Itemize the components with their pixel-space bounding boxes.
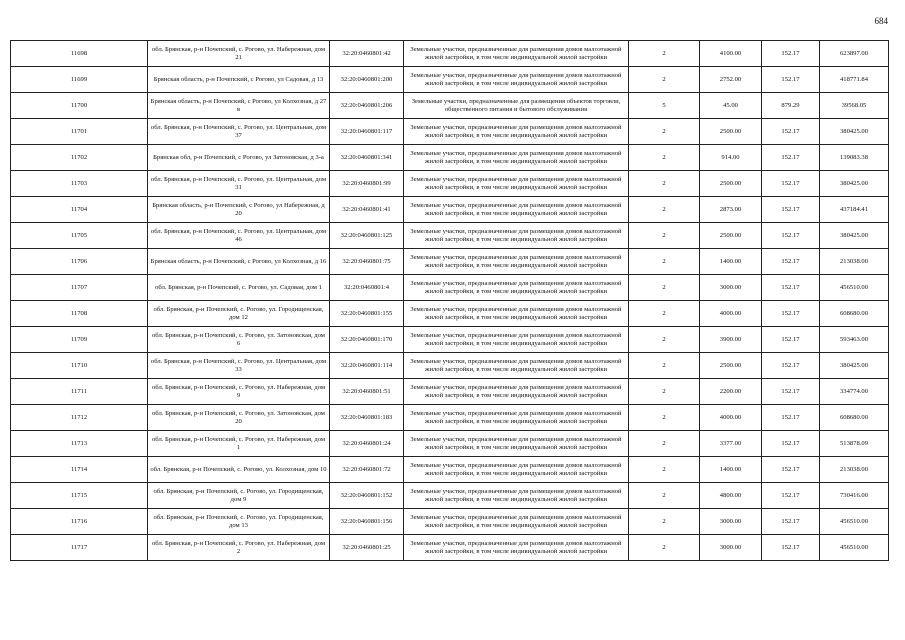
unit-value-cell: 152.17 [762,171,820,197]
cadastral-number-cell: 32:20:0460801:152 [330,483,404,509]
use-group-cell: 5 [629,93,700,119]
use-group-cell: 2 [629,353,700,379]
unit-value-cell: 152.17 [762,353,820,379]
unit-value-cell: 152.17 [762,145,820,171]
land-use-cell: Земельные участки, предназначенные для размещения объектов торговли, общественного питания и бытового обслуживания [404,93,629,119]
area-cell: 4100.00 [700,41,762,67]
use-group-cell: 2 [629,249,700,275]
cadastral-number-cell: 32:20:0460801:155 [330,301,404,327]
use-group-cell: 2 [629,509,700,535]
use-group-cell: 2 [629,457,700,483]
cadastral-number-cell: 32:20:0460801:183 [330,405,404,431]
cadastral-value-cell: 456510.00 [820,535,889,561]
cadastral-value-cell: 213038.00 [820,457,889,483]
unit-value-cell: 152.17 [762,249,820,275]
use-group-cell: 2 [629,223,700,249]
row-number-cell: 11717 [11,535,148,561]
land-use-cell: Земельные участки, предназначенные для размещения домов малоэтажной жилой застройки, в том числе индивидуальной жилой застройки [404,67,629,93]
cadastral-value-cell: 380425.00 [820,171,889,197]
row-number-cell: 11705 [11,223,148,249]
area-cell: 4800.00 [700,483,762,509]
land-use-cell: Земельные участки, предназначенные для размещения домов малоэтажной жилой застройки, в том числе индивидуальной жилой застройки [404,41,629,67]
cadastral-value-cell: 593463.00 [820,327,889,353]
table-row [11,197,889,223]
row-number-cell: 11715 [11,483,148,509]
unit-value-cell: 152.17 [762,431,820,457]
land-use-cell: Земельные участки, предназначенные для размещения домов малоэтажной жилой застройки, в том числе индивидуальной жилой застройки [404,223,629,249]
table-row [11,535,889,561]
land-use-cell: Земельные участки, предназначенные для размещения домов малоэтажной жилой застройки, в том числе индивидуальной жилой застройки [404,353,629,379]
cadastral-number-cell: 32:20:0460801:117 [330,119,404,145]
area-cell: 1400.00 [700,457,762,483]
area-cell: 914.00 [700,145,762,171]
row-number-cell: 11714 [11,457,148,483]
table-row [11,405,889,431]
area-cell: 2500.00 [700,171,762,197]
table-row [11,431,889,457]
cadastral-value-cell: 513878.09 [820,431,889,457]
row-number-cell: 11707 [11,275,148,301]
area-cell: 2873.00 [700,197,762,223]
row-number-cell: 11709 [11,327,148,353]
cadastral-number-cell: 32:20:0460801:200 [330,67,404,93]
unit-value-cell: 152.17 [762,327,820,353]
address-cell: обл. Брянская, р-н Почепский, с. Рогово, ул. Городищенская, дом 12 [148,301,330,327]
cadastral-number-cell: 32:20:0460801:25 [330,535,404,561]
use-group-cell: 2 [629,301,700,327]
address-cell: Брянская область, р-н Почепский, с Рогово, ул Набережная, д 20 [148,197,330,223]
cadastral-number-cell: 32:20:0460801:41 [330,197,404,223]
address-cell: обл. Брянская, р-н Почепский, с. Рогово, ул. Колхозная, дом 10 [148,457,330,483]
unit-value-cell: 152.17 [762,483,820,509]
page-number: 684 [874,16,888,26]
unit-value-cell: 152.17 [762,275,820,301]
address-cell: обл. Брянская, р-н Почепский, с. Рогово, ул. Затоновская, дом 20 [148,405,330,431]
row-number-cell: 11704 [11,197,148,223]
address-cell: обл. Брянская, р-н Почепский, с. Рогово, ул. Набережная, дом 1 [148,431,330,457]
area-cell: 3000.00 [700,509,762,535]
area-cell: 3377.00 [700,431,762,457]
cadastral-number-cell: 32:20:0460801:125 [330,223,404,249]
table-row [11,379,889,405]
table-row [11,249,889,275]
table-row [11,353,889,379]
use-group-cell: 2 [629,197,700,223]
cadastral-number-cell: 32:20:0460801:51 [330,379,404,405]
address-cell: Брянская область, р-н Почепский, с Рогово, ул Садовая, д 13 [148,67,330,93]
cadastral-value-cell: 418771.84 [820,67,889,93]
use-group-cell: 2 [629,327,700,353]
land-use-cell: Земельные участки, предназначенные для размещения домов малоэтажной жилой застройки, в том числе индивидуальной жилой застройки [404,379,629,405]
unit-value-cell: 879.29 [762,93,820,119]
unit-value-cell: 152.17 [762,535,820,561]
land-use-cell: Земельные участки, предназначенные для размещения домов малоэтажной жилой застройки, в том числе индивидуальной жилой застройки [404,483,629,509]
row-number-cell: 11700 [11,93,148,119]
cadastral-value-cell: 623897.00 [820,41,889,67]
cadastral-number-cell: 32:20:0460801:72 [330,457,404,483]
cadastral-value-cell: 456510.00 [820,509,889,535]
cadastral-number-cell: 32:20:0460801:156 [330,509,404,535]
use-group-cell: 2 [629,405,700,431]
land-use-cell: Земельные участки, предназначенные для размещения домов малоэтажной жилой застройки, в том числе индивидуальной жилой застройки [404,171,629,197]
land-use-cell: Земельные участки, предназначенные для размещения домов малоэтажной жилой застройки, в том числе индивидуальной жилой застройки [404,327,629,353]
land-use-cell: Земельные участки, предназначенные для размещения домов малоэтажной жилой застройки, в том числе индивидуальной жилой застройки [404,509,629,535]
row-number-cell: 11711 [11,379,148,405]
table-row [11,41,889,67]
address-cell: обл. Брянская, р-н Почепский, с. Рогово, ул. Садовая, дом 1 [148,275,330,301]
row-number-cell: 11708 [11,301,148,327]
area-cell: 2500.00 [700,223,762,249]
address-cell: Брянская обл, р-н Почепский, с Рогово, ул Затоновская, д 3-а [148,145,330,171]
unit-value-cell: 152.17 [762,197,820,223]
table-row [11,275,889,301]
land-use-cell: Земельные участки, предназначенные для размещения домов малоэтажной жилой застройки, в том числе индивидуальной жилой застройки [404,275,629,301]
table-row [11,145,889,171]
address-cell: обл. Брянская, р-н Почепский, с. Рогово, ул. Городищенская, дом 13 [148,509,330,535]
land-registry-table [10,40,889,561]
table-row [11,483,889,509]
cadastral-number-cell: 32:20:0460801:4 [330,275,404,301]
unit-value-cell: 152.17 [762,457,820,483]
cadastral-value-cell: 380425.00 [820,119,889,145]
row-number-cell: 11713 [11,431,148,457]
unit-value-cell: 152.17 [762,223,820,249]
use-group-cell: 2 [629,379,700,405]
address-cell: обл. Брянская, р-н Почепский, с. Рогово, ул. Центральная, дом 31 [148,171,330,197]
cadastral-value-cell: 608680.00 [820,301,889,327]
area-cell: 45.00 [700,93,762,119]
row-number-cell: 11716 [11,509,148,535]
table-row [11,119,889,145]
row-number-cell: 11698 [11,41,148,67]
use-group-cell: 2 [629,535,700,561]
address-cell: обл. Брянская, р-н Почепский, с. Рогово, ул. Набережная, дом 21 [148,41,330,67]
cadastral-value-cell: 139083.38 [820,145,889,171]
use-group-cell: 2 [629,67,700,93]
area-cell: 2500.00 [700,119,762,145]
use-group-cell: 2 [629,119,700,145]
table-row [11,457,889,483]
table-row [11,327,889,353]
area-cell: 2752.00 [700,67,762,93]
table-row [11,93,889,119]
land-use-cell: Земельные участки, предназначенные для размещения домов малоэтажной жилой застройки, в том числе индивидуальной жилой застройки [404,119,629,145]
cadastral-number-cell: 32:20:0460801:114 [330,353,404,379]
row-number-cell: 11699 [11,67,148,93]
cadastral-number-cell: 32:20:0460801:206 [330,93,404,119]
cadastral-number-cell: 32:20:0460801:99 [330,171,404,197]
land-use-cell: Земельные участки, предназначенные для размещения домов малоэтажной жилой застройки, в том числе индивидуальной жилой застройки [404,197,629,223]
cadastral-value-cell: 213038.00 [820,249,889,275]
use-group-cell: 2 [629,275,700,301]
land-use-cell: Земельные участки, предназначенные для размещения домов малоэтажной жилой застройки, в том числе индивидуальной жилой застройки [404,457,629,483]
cadastral-value-cell: 380425.00 [820,223,889,249]
use-group-cell: 2 [629,41,700,67]
use-group-cell: 2 [629,483,700,509]
cadastral-value-cell: 334774.00 [820,379,889,405]
cadastral-value-cell: 456510.00 [820,275,889,301]
cadastral-number-cell: 32:20:0460801:75 [330,249,404,275]
area-cell: 1400.00 [700,249,762,275]
row-number-cell: 11710 [11,353,148,379]
cadastral-value-cell: 380425.00 [820,353,889,379]
unit-value-cell: 152.17 [762,67,820,93]
land-use-cell: Земельные участки, предназначенные для размещения домов малоэтажной жилой застройки, в том числе индивидуальной жилой застройки [404,301,629,327]
use-group-cell: 2 [629,145,700,171]
unit-value-cell: 152.17 [762,509,820,535]
land-use-cell: Земельные участки, предназначенные для размещения домов малоэтажной жилой застройки, в том числе индивидуальной жилой застройки [404,145,629,171]
address-cell: Брянская область, р-н Почепский, с Рогово, ул Колхозная, д 16 [148,249,330,275]
cadastral-value-cell: 730416.00 [820,483,889,509]
land-use-cell: Земельные участки, предназначенные для размещения домов малоэтажной жилой застройки, в том числе индивидуальной жилой застройки [404,405,629,431]
unit-value-cell: 152.17 [762,405,820,431]
registry-body [11,41,889,561]
unit-value-cell: 152.17 [762,41,820,67]
table-row [11,509,889,535]
address-cell: обл. Брянская, р-н Почепский, с. Рогово, ул. Городищенская, дом 9 [148,483,330,509]
use-group-cell: 2 [629,431,700,457]
table-row [11,171,889,197]
table-row [11,67,889,93]
cadastral-number-cell: 32:20:0460801:341 [330,145,404,171]
row-number-cell: 11706 [11,249,148,275]
land-use-cell: Земельные участки, предназначенные для размещения домов малоэтажной жилой застройки, в том числе индивидуальной жилой застройки [404,431,629,457]
area-cell: 2200.00 [700,379,762,405]
row-number-cell: 11701 [11,119,148,145]
cadastral-number-cell: 32:20:0460801:24 [330,431,404,457]
row-number-cell: 11712 [11,405,148,431]
unit-value-cell: 152.17 [762,119,820,145]
area-cell: 4000.00 [700,301,762,327]
area-cell: 2500.00 [700,353,762,379]
area-cell: 3000.00 [700,275,762,301]
address-cell: обл. Брянская, р-н Почепский, с. Рогово, ул. Центральная, дом 37 [148,119,330,145]
address-cell: обл. Брянская, р-н Почепский, с. Рогово, ул. Центральная, дом 33 [148,353,330,379]
unit-value-cell: 152.17 [762,379,820,405]
cadastral-value-cell: 39568.05 [820,93,889,119]
address-cell: обл. Брянская, р-н Почепский, с. Рогово, ул. Набережная, дом 2 [148,535,330,561]
use-group-cell: 2 [629,171,700,197]
cadastral-number-cell: 32:20:0460801:170 [330,327,404,353]
row-number-cell: 11703 [11,171,148,197]
land-use-cell: Земельные участки, предназначенные для размещения домов малоэтажной жилой застройки, в том числе индивидуальной жилой застройки [404,249,629,275]
address-cell: обл. Брянская, р-н Почепский, с. Рогово, ул. Центральная, дом 46 [148,223,330,249]
area-cell: 4000.00 [700,405,762,431]
cadastral-value-cell: 437184.41 [820,197,889,223]
cadastral-number-cell: 32:20:0460801:42 [330,41,404,67]
area-cell: 3900.00 [700,327,762,353]
address-cell: обл. Брянская, р-н Почепский, с. Рогово, ул. Набережная, дом 9 [148,379,330,405]
row-number-cell: 11702 [11,145,148,171]
address-cell: Брянская область, р-н Почепский, с Рогово, ул Колхозная, д 27 в [148,93,330,119]
table-row [11,223,889,249]
unit-value-cell: 152.17 [762,301,820,327]
address-cell: обл. Брянская, р-н Почепский, с. Рогово, ул. Затоновская, дом 6 [148,327,330,353]
table-row [11,301,889,327]
area-cell: 3000.00 [700,535,762,561]
cadastral-value-cell: 608680.00 [820,405,889,431]
land-use-cell: Земельные участки, предназначенные для размещения домов малоэтажной жилой застройки, в том числе индивидуальной жилой застройки [404,535,629,561]
